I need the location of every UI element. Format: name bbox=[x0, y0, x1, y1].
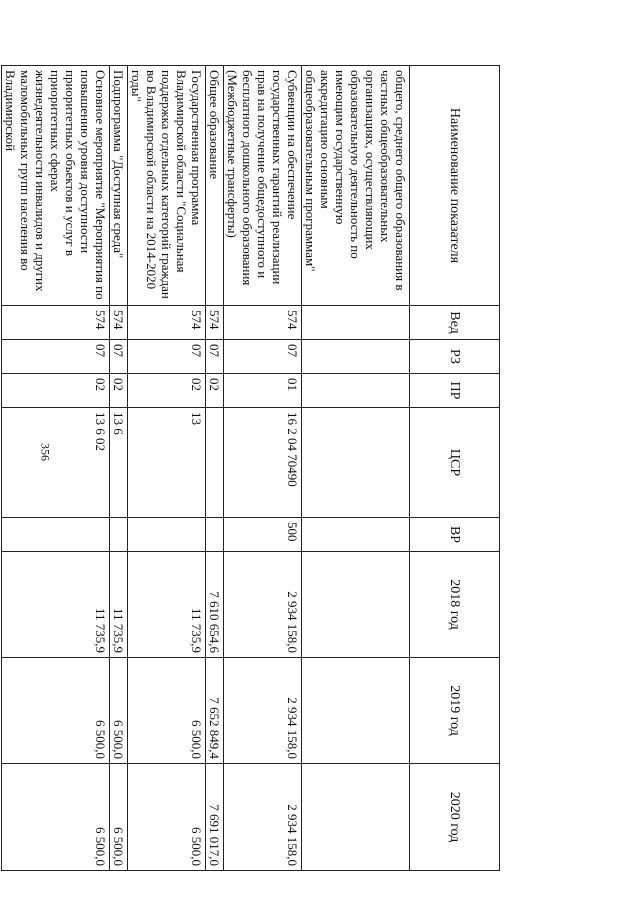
table-header-row bbox=[410, 66, 500, 871]
header-name: Наименование показателя bbox=[410, 66, 500, 306]
row-ved: 574 bbox=[2, 306, 110, 340]
row-vr bbox=[206, 518, 224, 552]
row-2020: 7 691 017,0 bbox=[206, 764, 224, 871]
row-2020: 6 500,0 bbox=[2, 764, 110, 871]
table-row bbox=[302, 66, 410, 871]
row-name: Субвенции на обеспечение государственных гарантий реализации прав на получение общедоступного и бесплатного дошкольного образования (Межбюджетные трансферты) bbox=[224, 66, 302, 306]
header-pr: ПР bbox=[410, 374, 500, 408]
table-row bbox=[2, 66, 110, 871]
row-pr bbox=[302, 374, 410, 408]
row-2018: 7 610 654,6 bbox=[206, 552, 224, 658]
row-2019: 7 652 849,4 bbox=[206, 658, 224, 764]
row-vr bbox=[128, 518, 206, 552]
row-vr bbox=[302, 518, 410, 552]
row-2018 bbox=[302, 552, 410, 658]
header-2018: 2018 год bbox=[410, 552, 500, 658]
row-2019: 2 934 158,0 bbox=[224, 658, 302, 764]
row-pr: 02 bbox=[2, 374, 110, 408]
row-2020: 6 500,0 bbox=[128, 764, 206, 871]
row-2020 bbox=[302, 764, 410, 871]
row-ved: 574 bbox=[206, 306, 224, 340]
row-rz: 07 bbox=[128, 340, 206, 374]
header-csr: ЦСР bbox=[410, 408, 500, 518]
row-rz: 07 bbox=[110, 340, 128, 374]
row-csr: 13 bbox=[128, 408, 206, 518]
table-row bbox=[206, 66, 224, 871]
row-name: Подпрограмма "Доступная среда" bbox=[110, 66, 128, 306]
row-vr: 500 bbox=[224, 518, 302, 552]
row-ved: 574 bbox=[128, 306, 206, 340]
row-name: Государственная программа Владимирской области "Социальная поддержка отдельных категорий граждан во Владимирской области на 2014-2020 годы" bbox=[128, 66, 206, 306]
row-2020: 6 500,0 bbox=[110, 764, 128, 871]
row-csr bbox=[206, 408, 224, 518]
table-row bbox=[128, 66, 206, 871]
header-2019: 2019 год bbox=[410, 658, 500, 764]
row-pr: 01 bbox=[224, 374, 302, 408]
row-pr: 02 bbox=[128, 374, 206, 408]
row-2020: 2 934 158,0 bbox=[224, 764, 302, 871]
row-ved: 574 bbox=[224, 306, 302, 340]
row-name: Общее образование bbox=[206, 66, 224, 306]
row-name: общего, среднего общего образования в частных общеобразовательных организациях, осуществляющих образовательную деятельность по имеющим государственную аккредитацию основным общеобразовательным программам" bbox=[302, 66, 410, 306]
row-rz bbox=[302, 340, 410, 374]
header-rz: РЗ bbox=[410, 340, 500, 374]
table-row bbox=[110, 66, 128, 871]
row-rz: 07 bbox=[206, 340, 224, 374]
row-2018: 11 735,9 bbox=[110, 552, 128, 658]
row-ved bbox=[302, 306, 410, 340]
row-2018: 2 934 158,0 bbox=[224, 552, 302, 658]
header-2020: 2020 год bbox=[410, 764, 500, 871]
row-2019: 6 500,0 bbox=[128, 658, 206, 764]
row-rz: 07 bbox=[2, 340, 110, 374]
row-2018: 11 735,9 bbox=[2, 552, 110, 658]
row-csr: 13 6 bbox=[110, 408, 128, 518]
row-2019 bbox=[302, 658, 410, 764]
row-2019: 6 500,0 bbox=[110, 658, 128, 764]
row-pr: 02 bbox=[110, 374, 128, 408]
table-row bbox=[224, 66, 302, 871]
header-ved: Вед bbox=[410, 306, 500, 340]
row-csr: 13 6 02 bbox=[2, 408, 110, 518]
row-2019: 6 500,0 bbox=[2, 658, 110, 764]
header-vr: ВР bbox=[410, 518, 500, 552]
budget-table bbox=[1, 65, 500, 871]
row-vr bbox=[110, 518, 128, 552]
row-rz: 07 bbox=[224, 340, 302, 374]
row-csr bbox=[302, 408, 410, 518]
row-ved: 574 bbox=[110, 306, 128, 340]
row-vr bbox=[2, 518, 110, 552]
row-name: Основное мероприятие "Мероприятия по повышению уровня доступности приоритетных объектов и услуг в приоритетных сферах жизнедеятельности инвалидов и других маломобильных групп населения во Владимирской bbox=[2, 66, 110, 306]
row-pr: 02 bbox=[206, 374, 224, 408]
row-csr: 16 2 04 70490 bbox=[224, 408, 302, 518]
row-2018: 11 735,9 bbox=[128, 552, 206, 658]
page-number: 356 bbox=[38, 443, 53, 461]
